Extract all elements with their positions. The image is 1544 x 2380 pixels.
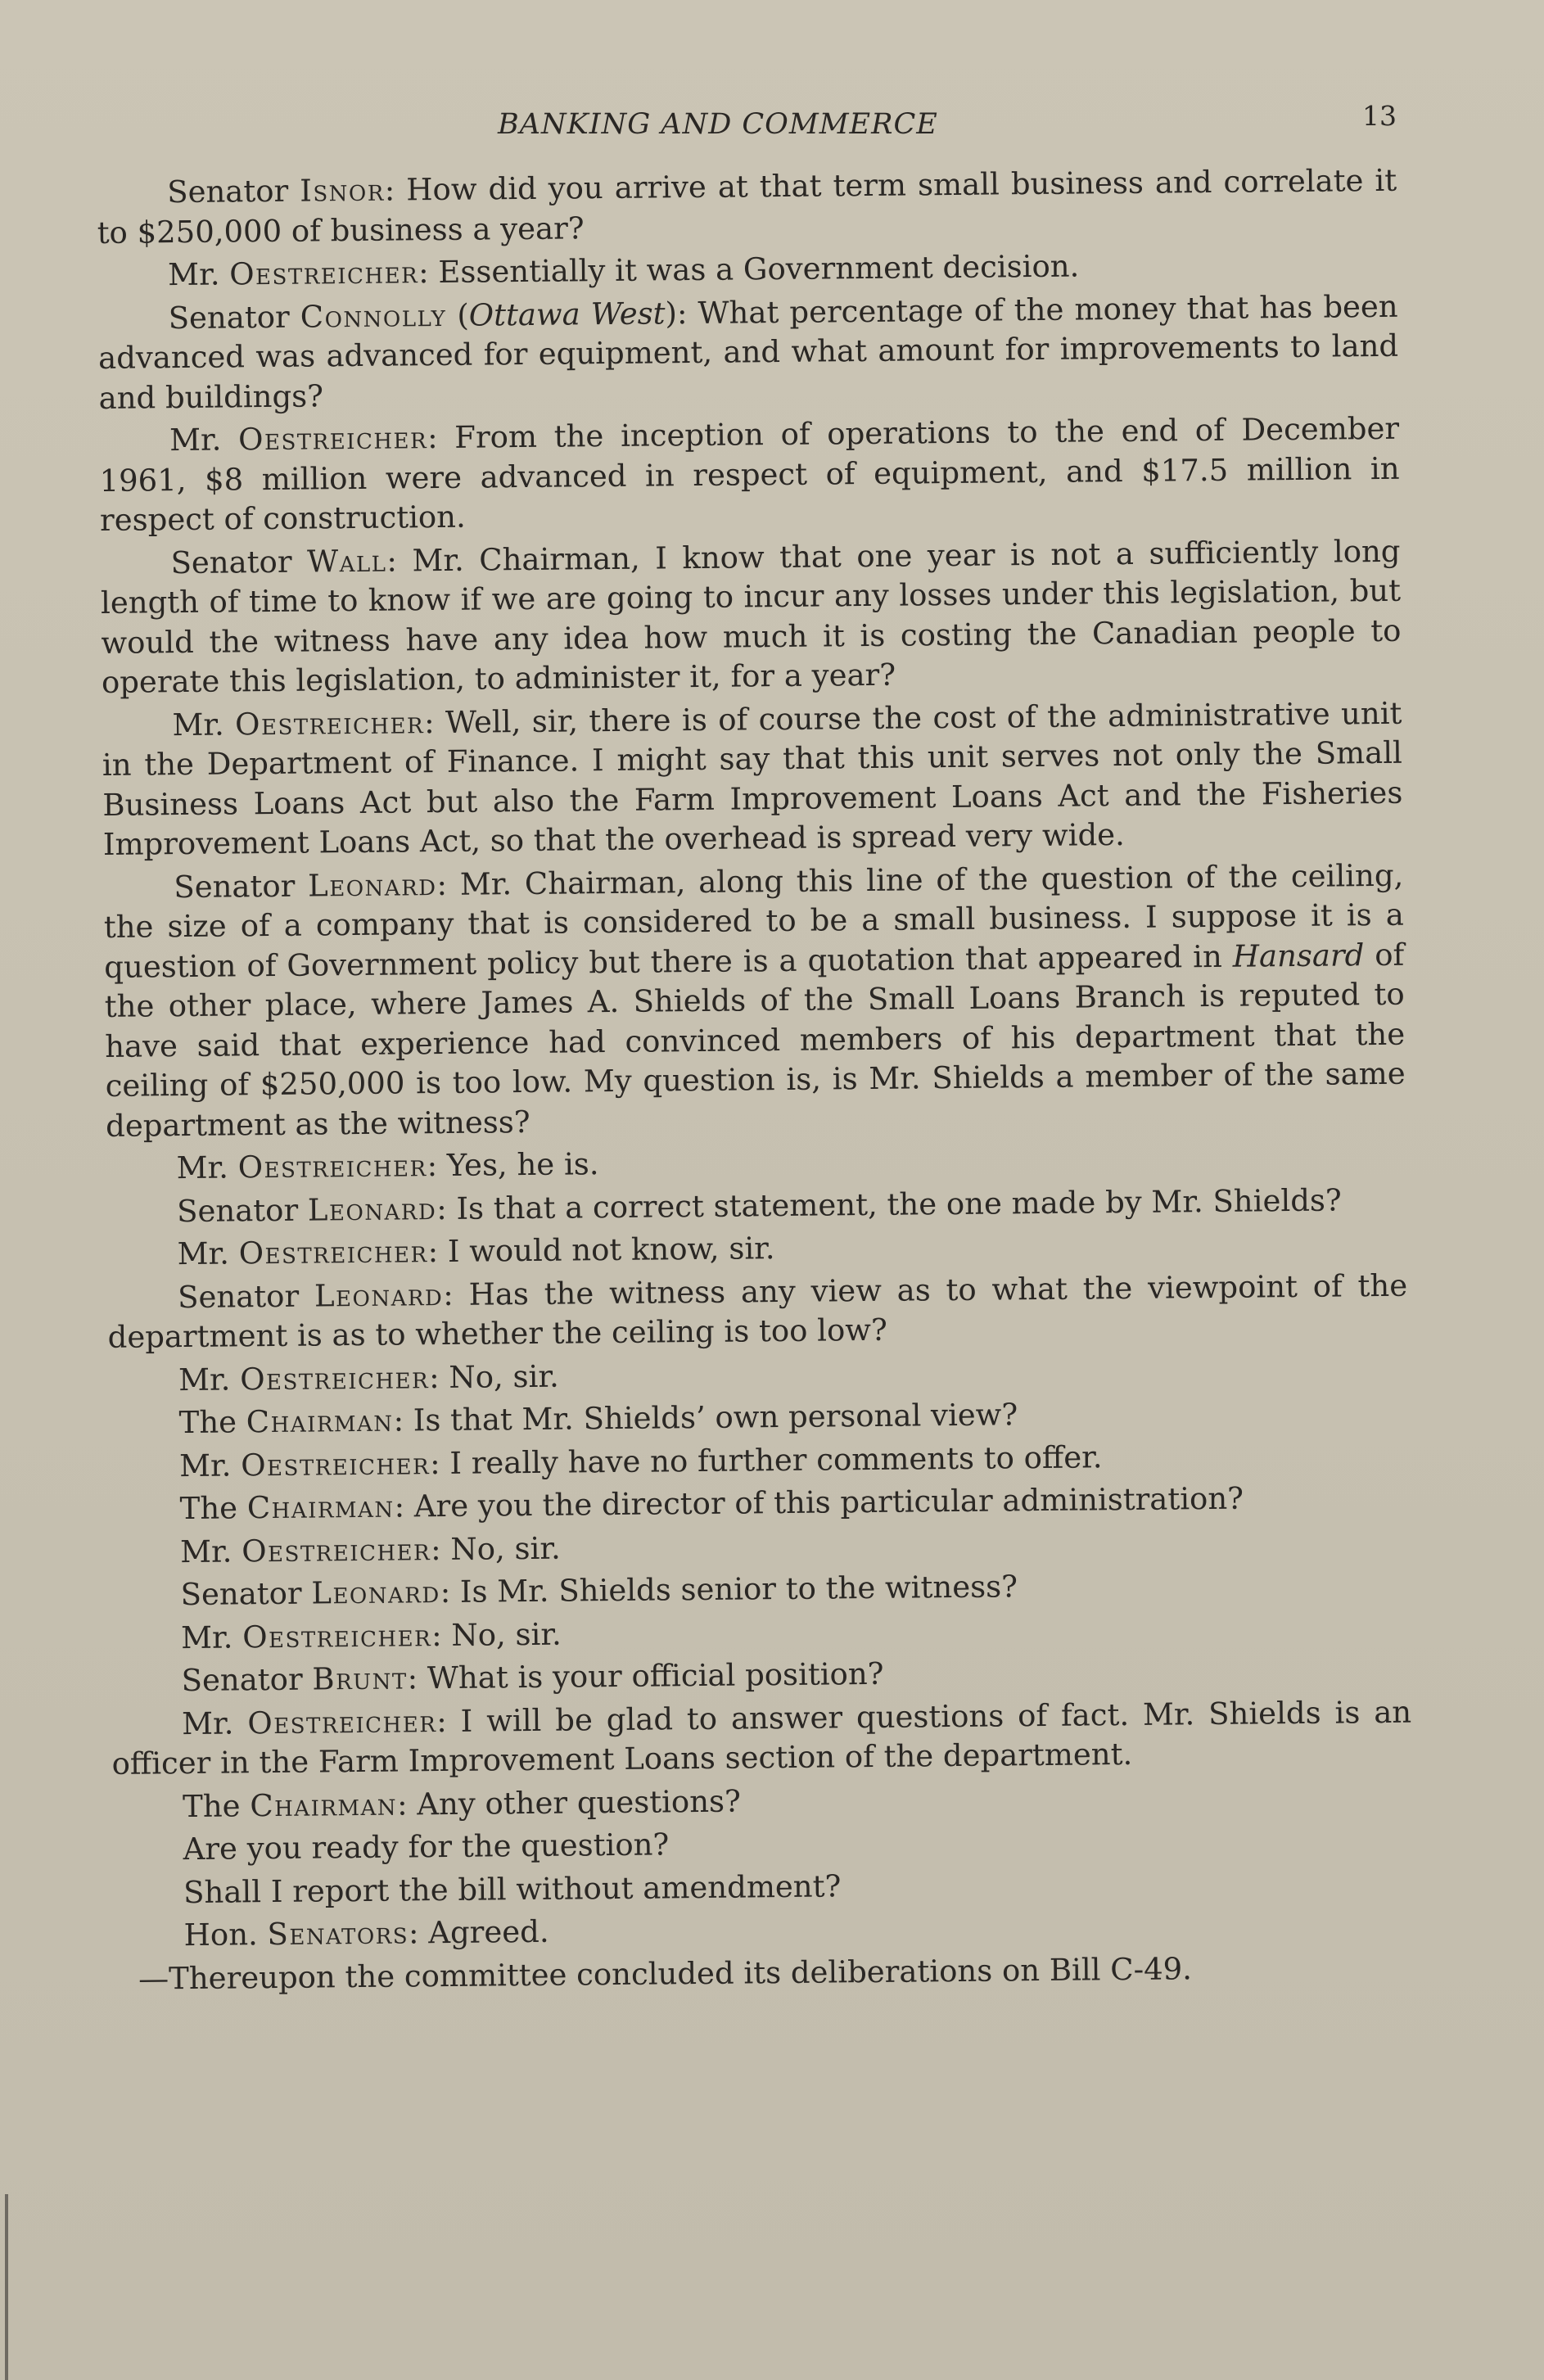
speaker-pre: ( bbox=[446, 297, 469, 333]
speaker-title: Senator bbox=[174, 868, 296, 905]
speaker-colon: : bbox=[431, 1617, 442, 1653]
speaker-colon: : bbox=[408, 1915, 419, 1951]
page-header bbox=[97, 97, 1397, 154]
speaker-title: Senator bbox=[176, 1192, 299, 1229]
speaker-name: Isnor bbox=[300, 172, 385, 209]
page-number: 13 bbox=[1362, 100, 1397, 132]
speaker-colon: : bbox=[427, 1234, 439, 1270]
speech-text: No, sir. bbox=[441, 1616, 562, 1653]
speaker-name: Oestreicher bbox=[237, 420, 428, 458]
speaker-name: Oestreicher bbox=[229, 255, 419, 292]
speaker-colon: : bbox=[396, 1786, 408, 1822]
speaker-colon: : bbox=[429, 1445, 440, 1481]
speech-text: Agreed. bbox=[418, 1913, 549, 1951]
speaker-title: Mr. bbox=[172, 707, 224, 743]
speaker-name: Oestreicher bbox=[237, 1148, 427, 1185]
speaker-name: Chairman bbox=[246, 1402, 394, 1440]
speaker-colon: : bbox=[436, 1190, 447, 1226]
speech-text: Mr. Chairman, along this line of the question of the ceiling, the size of a company that is considered to be a small business. I suppose it is a question of Government policy but there is a quotation that appeared in bbox=[103, 857, 1404, 985]
speaker-name: Oestreicher bbox=[241, 1531, 431, 1569]
speaker-colon: : bbox=[443, 1276, 454, 1312]
transcript-body bbox=[97, 161, 1414, 1999]
speaker-colon: : bbox=[430, 1531, 441, 1567]
speaker-name: Brunt bbox=[312, 1660, 408, 1697]
speech-paragraph bbox=[100, 531, 1402, 702]
running-head: BANKING AND COMMERCE bbox=[498, 108, 938, 141]
speaker-colon: : bbox=[407, 1660, 418, 1696]
speech-paragraph bbox=[102, 693, 1403, 865]
speaker-title: Senator bbox=[168, 299, 290, 336]
speech-text: Any other questions? bbox=[407, 1783, 742, 1822]
speech-text: What is your official position? bbox=[417, 1655, 884, 1696]
speaker-name: Wall bbox=[306, 543, 387, 580]
speaker-title: Mr. bbox=[178, 1447, 232, 1484]
speech-text: Essentially it was a Government decision. bbox=[428, 248, 1080, 291]
speaker-name: Leonard bbox=[314, 1276, 444, 1314]
speech-text: I will be glad to answer questions of fact. Mr. Shields is an officer in the Farm Improvement Loans section of the department. bbox=[111, 1694, 1412, 1782]
speaker-title: Mr. bbox=[167, 256, 220, 293]
speech-text: From the inception of operations to the end of December 1961, $8 million were advanced in respect of equipment, and $17.5 million in respect of construction. bbox=[99, 410, 1400, 538]
speaker-title: The bbox=[179, 1490, 238, 1527]
speaker-riding: Ottawa West bbox=[468, 295, 666, 333]
speaker-title: The bbox=[178, 1404, 237, 1441]
speech-text: Is that a correct statement, the one made by Mr. Shields? bbox=[446, 1181, 1342, 1226]
speaker-title: Mr. bbox=[169, 422, 222, 458]
speech-text: No, sir. bbox=[439, 1358, 559, 1395]
speaker-colon: : bbox=[436, 1703, 447, 1739]
speaker-name: Oestreicher bbox=[238, 1234, 428, 1271]
speech-text: How did you arrive at that term small business and correlate it to $250,000 of business a year? bbox=[97, 162, 1397, 251]
speaker-title: Mr. bbox=[177, 1235, 230, 1272]
speech-text: Yes, he is. bbox=[436, 1146, 599, 1184]
speaker-colon: : bbox=[427, 420, 438, 456]
binding-edge bbox=[5, 2194, 8, 2380]
speaker-name: Leonard bbox=[307, 866, 437, 904]
speech-paragraph bbox=[103, 856, 1406, 1146]
speaker-colon: : bbox=[394, 1488, 405, 1524]
speech-text: Is Mr. Shields senior to the witness? bbox=[449, 1569, 1018, 1610]
speaker-title: Mr. bbox=[178, 1362, 231, 1398]
speech-paragraph bbox=[107, 1266, 1408, 1357]
speaker-title: Senator bbox=[181, 1661, 303, 1699]
speaker-title: Mr. bbox=[180, 1619, 233, 1655]
speaker-name: Oestreicher bbox=[239, 1359, 430, 1397]
speaker-name: Oestreicher bbox=[240, 1445, 431, 1483]
speaker-colon: ): bbox=[665, 295, 688, 331]
speech-paragraph bbox=[111, 1692, 1412, 1784]
speech-text: Are you the director of this particular administration? bbox=[404, 1480, 1244, 1524]
speaker-name: Leonard bbox=[311, 1574, 440, 1611]
speech-continuation: Are you ready for the question? bbox=[183, 1827, 670, 1867]
speech-paragraph bbox=[99, 409, 1400, 541]
speaker-name: Oestreicher bbox=[247, 1703, 437, 1741]
speaker-title: Senator bbox=[180, 1575, 302, 1613]
speech-text-continued: of the other place, where James A. Shields of the Small Loans Branch is reputed to have said that experience had convinced members of his department that the ceiling of $250,000 is too low. My question is, is Mr. Shields a member of the same department as the witness? bbox=[104, 937, 1406, 1144]
closing-note: —Thereupon the committee concluded its deliberations on Bill C-49. bbox=[138, 1950, 1193, 1997]
speech-continuation: Shall I report the bill without amendment? bbox=[183, 1867, 842, 1910]
speaker-title: Mr. bbox=[181, 1705, 234, 1741]
speech-text: What percentage of the money that has been advanced was advanced for equipment, and what amount for improvements to land and buildings? bbox=[97, 288, 1399, 416]
speaker-title: Senator bbox=[177, 1278, 300, 1315]
speech-italic: Hansard bbox=[1232, 937, 1365, 974]
speech-text: Has the witness any view as to what the viewpoint of the department is as to whether the ceiling is too low? bbox=[107, 1267, 1408, 1355]
speaker-colon: : bbox=[386, 543, 398, 579]
speech-text: I would not know, sir. bbox=[437, 1231, 775, 1270]
speech-text: No, sir. bbox=[440, 1530, 561, 1567]
speaker-title: The bbox=[182, 1787, 241, 1824]
speaker-name: Leonard bbox=[307, 1190, 437, 1228]
speaker-name: Connolly bbox=[300, 297, 447, 335]
speaker-colon: : bbox=[384, 172, 395, 208]
speaker-name: Chairman bbox=[246, 1488, 395, 1526]
speaker-colon: : bbox=[428, 1359, 440, 1395]
speaker-colon: : bbox=[418, 255, 429, 291]
speaker-title: Senator bbox=[170, 544, 292, 580]
speech-paragraph bbox=[97, 287, 1398, 418]
speaker-name: Oestreicher bbox=[234, 704, 425, 742]
speech-text: Mr. Chairman, I know that one year is not a sufficiently long length of time to know if we are going to incur any losses under this legislation, but would the witness have any idea how much it is costing the Canadian people to operate this legislation, to administer it, for a year? bbox=[100, 533, 1402, 700]
speaker-colon: : bbox=[393, 1402, 404, 1438]
speaker-colon: : bbox=[427, 1148, 438, 1184]
speaker-title: Mr. bbox=[176, 1149, 229, 1186]
speaker-name: Chairman bbox=[250, 1786, 398, 1823]
speech-text: I really have no further comments to offer. bbox=[440, 1438, 1103, 1481]
speech-paragraph bbox=[97, 161, 1397, 253]
speaker-title: Mr. bbox=[179, 1533, 233, 1569]
speaker-title: Senator bbox=[167, 173, 289, 210]
speaker-name: Senators bbox=[267, 1915, 409, 1953]
speech-text: Is that Mr. Shields’ own personal view? bbox=[403, 1397, 1018, 1438]
speaker-colon: : bbox=[440, 1574, 451, 1610]
speech-text: Well, sir, there is of course the cost of the administrative unit in the Department of Finance. I might say that this unit serves not only the Small Business Loans Act but also the Farm Improvement Loans Act and the Fisheries Improvement Loans Act, so that the overhead is spread very wide. bbox=[102, 695, 1403, 862]
speaker-name: Oestreicher bbox=[242, 1617, 432, 1655]
speaker-colon: : bbox=[436, 866, 448, 902]
speaker-title: Hon. bbox=[183, 1917, 259, 1953]
speaker-colon: : bbox=[423, 704, 435, 740]
